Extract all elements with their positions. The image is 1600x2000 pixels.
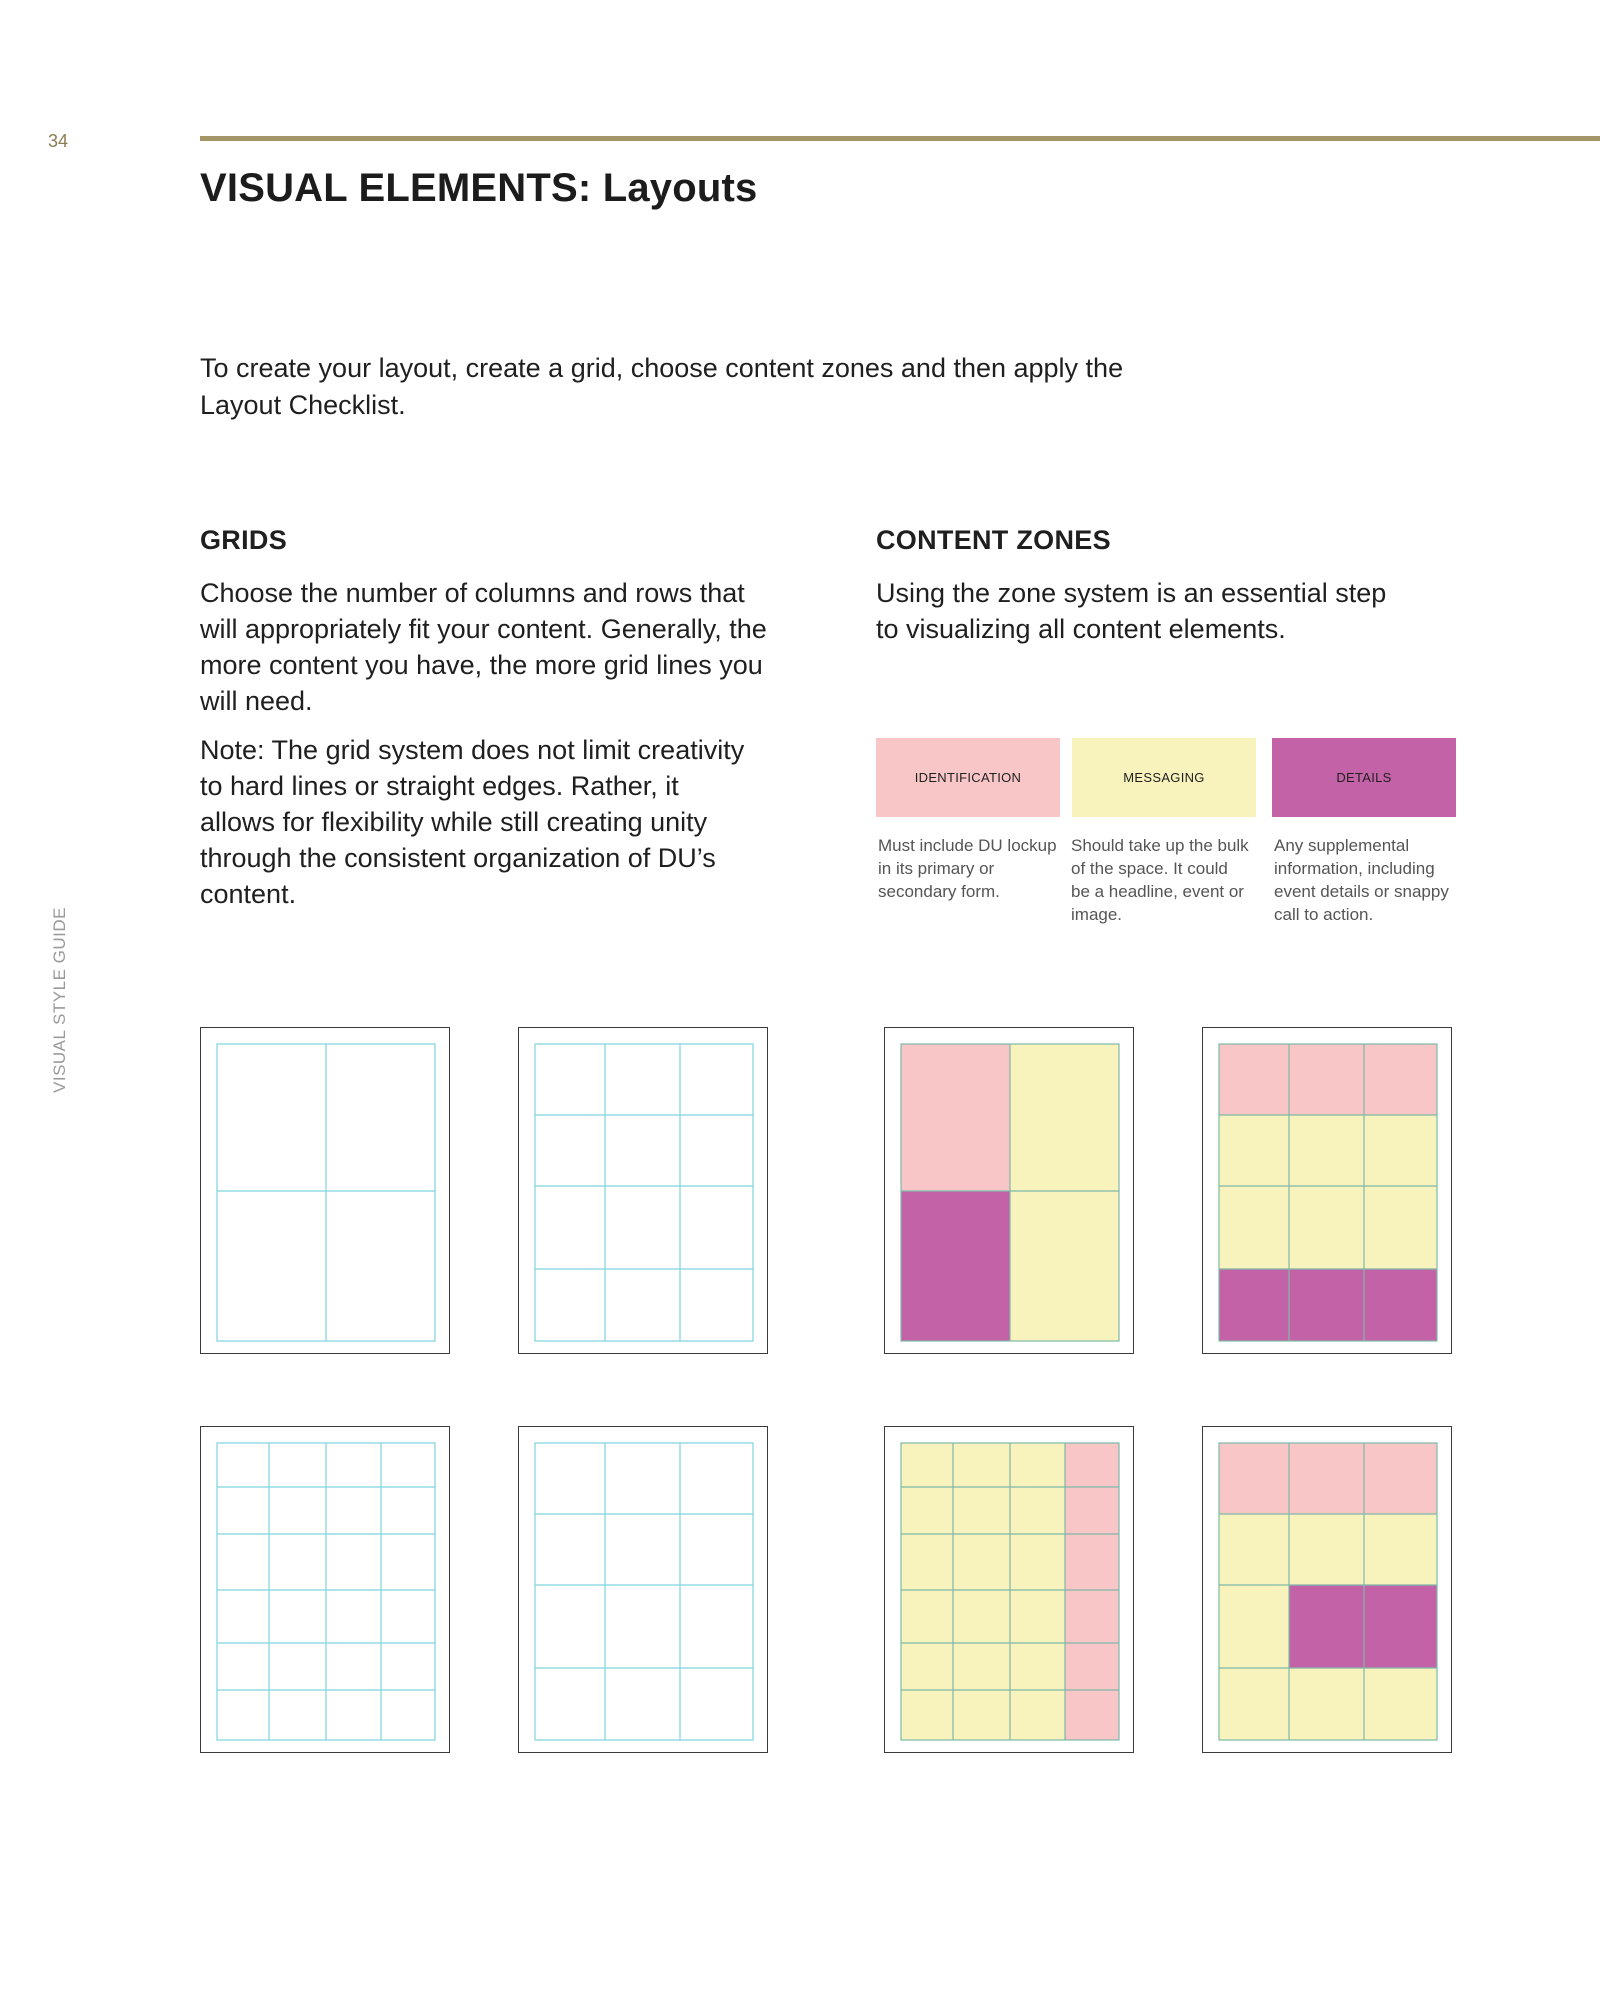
zone-layout-example-2: [1202, 1027, 1452, 1354]
zone-layout-example-3: [884, 1426, 1134, 1753]
grids-paragraph-1: Choose the number of columns and rows that will appropriately fit your content. Generally, the more content you have, the more grid lines you will need.: [200, 578, 767, 716]
zone-description-messaging: Should take up the bulk of the space. It could be a headline, event or image.: [1071, 836, 1249, 924]
page-title: VISUAL ELEMENTS: Layouts: [200, 166, 758, 210]
zone-description-identification: Must include DU lockup in its primary or secondary form.: [878, 836, 1057, 901]
zone-swatch-details: DETAILS: [1272, 738, 1456, 817]
content-zones-paragraph: Using the zone system is an essential step to visualizing all content elements.: [876, 578, 1387, 644]
intro-text: To create your layout, create a grid, choose content zones and then apply the Layout Checklist.: [200, 353, 1124, 420]
grid-example-2x2: [200, 1027, 450, 1354]
side-label: VISUAL STYLE GUIDE: [50, 907, 69, 1093]
grid-example-3x4: [518, 1027, 768, 1354]
content-zones-heading: CONTENT ZONES: [876, 525, 1111, 555]
grids-paragraph-2: Note: The grid system does not limit creativity to hard lines or straight edges. Rather, it allows for flexibility while still creating unity through the consistent organization of DU’s content.: [200, 735, 745, 909]
zone-swatch-identification: IDENTIFICATION: [876, 738, 1060, 817]
zone-layout-example-1: [884, 1027, 1134, 1354]
zone-description-details: Any supplemental information, including event details or snappy call to action.: [1274, 836, 1449, 924]
top-rule: [200, 136, 1600, 141]
zone-swatch-messaging: MESSAGING: [1072, 738, 1256, 817]
grids-heading: GRIDS: [200, 525, 288, 555]
zone-layout-example-4: [1202, 1426, 1452, 1753]
grid-example-3x4-alt: [518, 1426, 768, 1753]
page-number: 34: [48, 131, 69, 151]
grid-example-4x6: [200, 1426, 450, 1753]
